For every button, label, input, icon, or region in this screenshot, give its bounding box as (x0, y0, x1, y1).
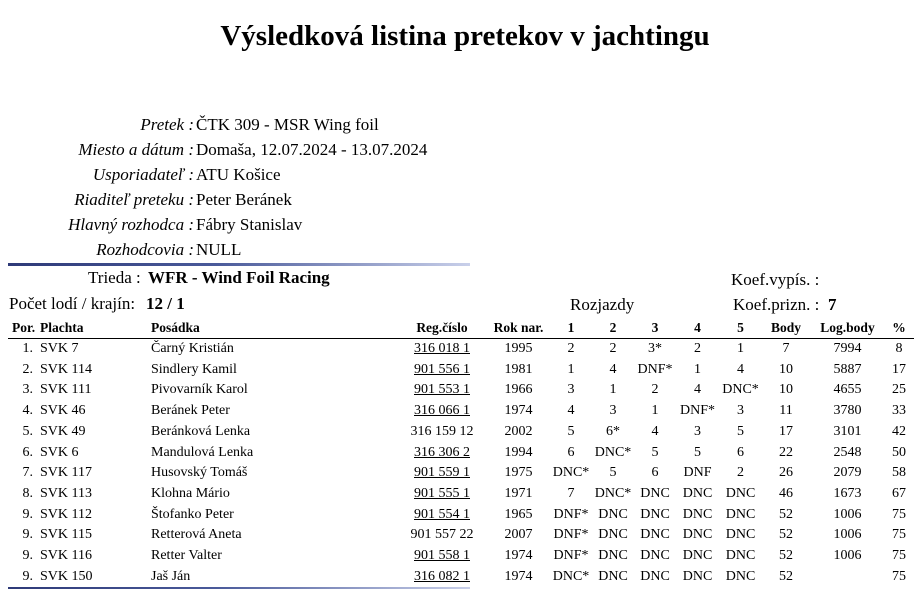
row-race-3: DNC (640, 506, 670, 522)
row-reg-number: 316 018 1 (414, 341, 470, 356)
row-crew: Sindlery Kamil (151, 361, 237, 377)
row-points: 46 (779, 485, 793, 501)
row-race-5: 1 (737, 341, 744, 356)
info-row-pretek (0, 115, 500, 140)
row-reg-number: 901 556 1 (414, 361, 470, 377)
info-row-riaditel (0, 190, 500, 215)
row-sail: SVK 117 (40, 465, 92, 481)
row-race-3: DNC (640, 527, 670, 543)
row-race-1: 7 (567, 485, 575, 501)
koef-prizn-label: Koef.prizn. : (733, 295, 820, 314)
row-reg-number: 316 159 12 (410, 423, 474, 439)
col-header-pct: % (884, 318, 914, 339)
table-row (8, 546, 914, 567)
row-rank: 5. (22, 423, 33, 439)
row-birth-year: 1981 (504, 361, 533, 377)
row-reg-number: 901 559 1 (414, 465, 470, 481)
info-label: Rozhodcovia : (96, 240, 194, 259)
row-race-4: DNF* (679, 403, 715, 419)
row-reg-number: 316 066 1 (414, 403, 470, 419)
row-race-3: 1 (651, 403, 659, 419)
table-row (8, 360, 914, 381)
row-points: 22 (779, 444, 793, 460)
row-reg-number: 901 553 1 (414, 382, 470, 398)
row-crew: Pivovarník Karol (151, 382, 248, 398)
table-row (8, 505, 914, 526)
row-race-5: DNC (725, 568, 756, 584)
row-race-1: 4 (567, 403, 575, 419)
row-race-4: DNC (682, 506, 713, 522)
row-race-2: 3 (609, 403, 617, 419)
row-log-points: 1006 (833, 506, 862, 522)
row-race-4: 1 (694, 361, 701, 377)
row-race-1: DNF* (553, 506, 589, 522)
row-birth-year: 2007 (504, 527, 533, 543)
koef-prizn-value: 7 (828, 295, 837, 314)
row-rank: 6. (22, 444, 33, 460)
col-header-race-4: 4 (675, 318, 720, 339)
results-table (8, 318, 914, 587)
row-race-2: 6* (606, 423, 620, 439)
row-sail: SVK 116 (40, 548, 92, 564)
col-header-race-2: 2 (591, 318, 635, 339)
row-percent: 17 (892, 361, 906, 377)
col-header-race-1: 1 (551, 318, 591, 339)
row-birth-year: 1994 (504, 444, 533, 460)
row-points: 10 (779, 382, 793, 398)
row-race-2: 1 (609, 382, 617, 398)
row-birth-year: 1974 (504, 548, 533, 564)
info-label: Riaditeľ preteku : (74, 190, 194, 209)
row-percent: 75 (892, 568, 906, 584)
col-header-reg: Reg.číslo (398, 318, 486, 339)
row-birth-year: 1971 (504, 485, 533, 501)
pocet-value: 12 / 1 (146, 294, 185, 313)
info-row-hlavny-rozhodca (0, 215, 500, 240)
row-race-2: 5 (609, 465, 617, 481)
row-rank: 1. (22, 341, 33, 356)
row-race-4: DNF (683, 465, 712, 481)
col-header-rok: Rok nar. (486, 318, 551, 339)
table-row (8, 484, 914, 505)
row-percent: 33 (892, 403, 906, 419)
row-race-5: 2 (737, 465, 744, 481)
row-crew: Husovský Tomáš (151, 465, 248, 481)
row-points: 7 (782, 341, 790, 356)
row-race-1: 6 (567, 444, 575, 460)
row-crew: Klohna Mário (151, 485, 230, 501)
row-reg-number: 316 082 1 (414, 568, 470, 584)
row-crew: Beránková Lenka (151, 423, 251, 439)
table-row (8, 463, 914, 484)
row-race-3: 5 (651, 444, 659, 460)
table-row (8, 525, 914, 546)
header-divider (8, 263, 470, 266)
row-rank: 2. (22, 361, 33, 377)
row-race-4: DNC (682, 568, 713, 584)
row-percent: 58 (892, 465, 906, 481)
row-sail: SVK 113 (40, 485, 92, 501)
row-sail: SVK 6 (40, 444, 79, 460)
row-crew: Jaš Ján (151, 568, 191, 584)
info-value: Fábry Stanislav (196, 215, 303, 234)
row-points: 17 (779, 423, 793, 439)
row-race-1: DNC* (552, 568, 590, 584)
row-race-2: DNC (598, 568, 628, 584)
row-points: 10 (779, 361, 793, 377)
row-birth-year: 1966 (504, 382, 533, 398)
row-reg-number: 901 555 1 (414, 485, 470, 501)
row-race-5: 3 (737, 403, 744, 419)
row-sail: SVK 112 (40, 506, 92, 522)
row-sail: SVK 7 (40, 341, 79, 356)
row-log-points: 2548 (833, 444, 862, 460)
row-percent: 67 (892, 485, 906, 501)
row-race-2: DNC (598, 527, 628, 543)
row-percent: 50 (892, 444, 906, 460)
row-sail: SVK 49 (40, 423, 86, 439)
col-header-race-3: 3 (635, 318, 675, 339)
row-rank: 4. (22, 403, 33, 419)
row-birth-year: 1974 (504, 403, 533, 419)
row-reg-number: 316 306 2 (414, 444, 470, 460)
row-race-4: 2 (694, 341, 701, 356)
col-header-body: Body (761, 318, 811, 339)
row-points: 52 (779, 548, 793, 564)
row-race-4: DNC (682, 548, 713, 564)
row-rank: 9. (22, 568, 33, 584)
row-race-1: DNC* (552, 465, 590, 481)
row-race-3: DNF* (637, 361, 673, 377)
info-value: Peter Beránek (196, 190, 292, 209)
row-reg-number: 901 557 22 (410, 527, 474, 543)
row-race-1: DNF* (553, 548, 589, 564)
row-rank: 9. (22, 548, 33, 564)
row-race-1: DNF* (553, 527, 589, 543)
rozjazdy-label: Rozjazdy (570, 295, 635, 314)
row-race-2: DNC (598, 548, 628, 564)
row-race-5: DNC (725, 485, 756, 501)
row-race-3: DNC (640, 548, 670, 564)
row-race-3: 2 (651, 382, 659, 398)
row-sail: SVK 150 (40, 568, 93, 584)
row-log-points: 7994 (833, 341, 862, 356)
row-race-5: DNC (725, 506, 756, 522)
row-rank: 7. (22, 465, 33, 481)
row-log-points: 5887 (833, 361, 862, 377)
row-crew: Retter Valter (151, 548, 222, 564)
row-race-5: 5 (737, 423, 744, 439)
info-value: ATU Košice (196, 165, 281, 184)
row-sail: SVK 115 (40, 527, 92, 543)
col-header-plachta: Plachta (40, 318, 148, 339)
table-row (8, 567, 914, 588)
row-log-points: 4655 (833, 382, 862, 398)
table-header-row (8, 318, 914, 339)
row-crew: Beránek Peter (151, 403, 230, 419)
table-row (8, 443, 914, 464)
row-birth-year: 1965 (504, 506, 533, 522)
col-header-log-body: Log.body (811, 318, 884, 339)
col-header-race-5: 5 (720, 318, 761, 339)
koef-vypis-label: Koef.vypís. : (731, 270, 820, 289)
table-row (8, 339, 914, 360)
row-reg-number: 901 558 1 (414, 548, 470, 564)
pocet-label: Počet lodí / krajín: (9, 294, 136, 313)
info-value: ČTK 309 - MSR Wing foil (196, 115, 379, 134)
row-log-points: 1006 (833, 527, 862, 543)
row-log-points: 2079 (833, 465, 862, 481)
col-header-posadka: Posádka (148, 318, 398, 339)
table-row (8, 401, 914, 422)
info-value: NULL (196, 240, 242, 259)
row-race-2: 2 (609, 341, 617, 356)
row-points: 26 (779, 465, 793, 481)
row-points: 52 (779, 527, 793, 543)
row-race-5: 4 (737, 361, 744, 377)
row-race-5: DNC* (722, 382, 759, 398)
info-label: Usporiadateľ : (92, 165, 194, 184)
info-row-usporiadatel (0, 165, 500, 190)
row-crew: Retterová Aneta (151, 527, 242, 543)
row-birth-year: 1974 (504, 568, 533, 584)
row-race-2: DNC* (594, 444, 632, 460)
row-log-points: 1673 (833, 485, 862, 501)
row-race-4: DNC (682, 485, 713, 501)
row-race-2: 4 (609, 361, 617, 377)
footer-divider (8, 587, 470, 589)
row-crew: Mandulová Lenka (151, 444, 254, 460)
row-rank: 9. (22, 506, 33, 522)
row-race-5: DNC (725, 527, 756, 543)
row-log-points (811, 567, 884, 588)
row-race-4: DNC (682, 527, 713, 543)
row-sail: SVK 46 (40, 403, 86, 419)
row-log-points: 3101 (833, 423, 862, 439)
row-sail: SVK 111 (40, 382, 92, 398)
row-log-points: 1006 (833, 548, 862, 564)
row-points: 11 (779, 403, 793, 419)
row-race-1: 3 (567, 382, 575, 398)
row-log-points: 3780 (833, 403, 862, 419)
row-points: 52 (779, 506, 793, 522)
row-percent: 75 (892, 506, 906, 522)
info-value: Domaša, 12.07.2024 - 13.07.2024 (196, 140, 428, 159)
row-reg-number: 901 554 1 (414, 506, 470, 522)
info-row-rozhodcovia (0, 240, 500, 265)
row-points: 52 (779, 568, 793, 584)
row-birth-year: 1975 (504, 465, 533, 481)
row-race-3: DNC (640, 485, 670, 501)
info-label: Pretek : (140, 115, 194, 134)
row-race-2: DNC* (594, 485, 632, 501)
info-label: Miesto a dátum : (78, 140, 194, 159)
row-race-4: 4 (694, 382, 701, 398)
col-header-por: Por. (8, 318, 40, 339)
row-race-4: 5 (694, 444, 701, 460)
row-race-3: 3* (648, 341, 662, 356)
trieda-label: Trieda : (88, 268, 141, 287)
row-race-3: 6 (651, 465, 659, 481)
row-crew: Štofanko Peter (151, 506, 234, 522)
row-percent: 25 (892, 382, 906, 398)
row-race-1: 1 (567, 361, 575, 377)
row-rank: 8. (22, 485, 33, 501)
table-row (8, 380, 914, 401)
row-race-5: 6 (737, 444, 744, 460)
row-race-3: 4 (651, 423, 659, 439)
info-label: Hlavný rozhodca : (68, 215, 194, 234)
row-race-5: DNC (725, 548, 756, 564)
trieda-value: WFR - Wind Foil Racing (148, 268, 330, 287)
row-percent: 75 (892, 527, 906, 543)
row-race-3: DNC (640, 568, 670, 584)
row-percent: 8 (895, 341, 903, 356)
row-race-1: 5 (567, 423, 575, 439)
row-race-4: 3 (694, 423, 701, 439)
row-rank: 3. (22, 382, 33, 398)
row-sail: SVK 114 (40, 361, 92, 377)
row-race-1: 2 (567, 341, 575, 356)
table-row (8, 422, 914, 443)
row-race-2: DNC (598, 506, 628, 522)
row-crew: Čarný Kristián (151, 341, 234, 356)
row-rank: 9. (22, 527, 33, 543)
page-title: Výsledková listina pretekov v jachtingu (220, 20, 710, 52)
row-percent: 42 (892, 423, 906, 439)
info-row-miesto (0, 140, 500, 165)
row-birth-year: 1995 (504, 341, 533, 356)
row-percent: 75 (892, 548, 906, 564)
row-birth-year: 2002 (504, 423, 533, 439)
